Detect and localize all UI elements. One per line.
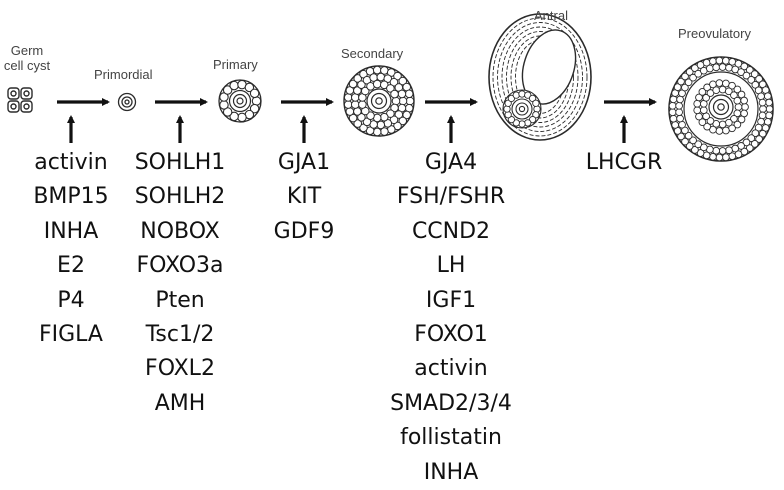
primordial-follicle-illustration <box>119 94 136 111</box>
factor: KIT <box>286 184 322 210</box>
factor: P4 <box>57 287 85 313</box>
preovulatory-follicle-illustration <box>669 57 773 161</box>
factor: AMH <box>154 390 206 416</box>
factor-group-secondary-to-antral <box>376 146 526 490</box>
factor: activin <box>414 356 488 382</box>
factor: Pten <box>155 287 205 313</box>
factor-group-primary-to-secondary <box>264 146 344 249</box>
factor: CCND2 <box>411 218 491 244</box>
factor: INHA <box>423 459 479 485</box>
factor: FOXO3a <box>136 253 224 279</box>
stage-label-secondary: Secondary <box>341 46 404 61</box>
factor: FSH/FSHR <box>396 184 506 210</box>
factor: activin <box>34 150 108 175</box>
factor: LHCGR <box>585 150 663 175</box>
factor: follistatin <box>400 425 502 451</box>
factor: SOHLH2 <box>134 184 226 210</box>
factor: SOHLH1 <box>134 150 226 175</box>
primary-follicle-illustration <box>219 80 261 122</box>
factor: IGF1 <box>425 287 477 313</box>
factor: BMP15 <box>33 184 109 210</box>
stage-label-primordial: Primordial <box>94 67 153 82</box>
factor: NOBOX <box>140 218 220 244</box>
factor: GJA1 <box>277 150 331 175</box>
stage-label-primary: Primary <box>213 57 258 72</box>
antral-follicle-illustration <box>489 14 591 140</box>
factor: E2 <box>57 253 85 279</box>
factor-group-antral-to-preovulatory <box>574 146 674 180</box>
factor-group-primordial-to-primary <box>125 146 235 421</box>
factor: GJA4 <box>424 150 478 175</box>
factor-group-germ-to-primordial <box>21 146 121 352</box>
factor: SMAD2/3/4 <box>390 390 512 416</box>
stage-label-preovulatory: Preovulatory <box>678 26 751 41</box>
secondary-follicle-illustration <box>344 66 414 136</box>
germ-cell-cyst-illustration <box>8 88 32 112</box>
factor: LH <box>436 253 466 279</box>
stage-label-germ-cell-cyst: Germ cell cyst <box>3 43 51 73</box>
factor: FOXO1 <box>414 322 488 348</box>
factor: INHA <box>43 218 99 244</box>
factor: Tsc1/2 <box>145 322 215 348</box>
stage-label-antral: Antral <box>534 8 568 23</box>
factor: FOXL2 <box>145 356 215 382</box>
factor: GDF9 <box>273 218 335 244</box>
factor: FIGLA <box>38 322 103 348</box>
